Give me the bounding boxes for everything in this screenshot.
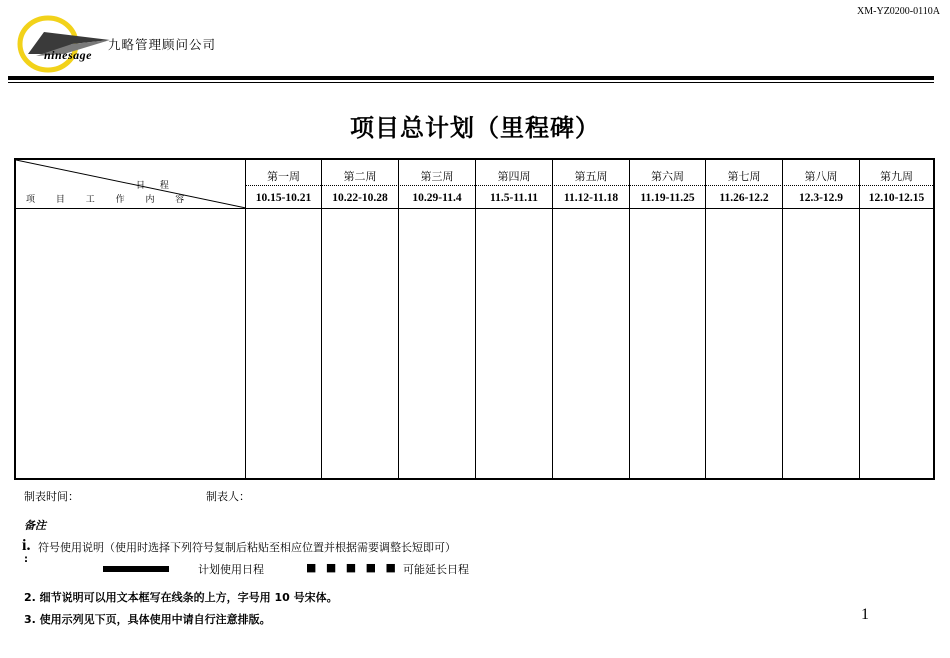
note-1-colon: :	[24, 554, 28, 565]
column-divider	[552, 160, 553, 478]
corner-content-label: 项 目 工 作 内 容	[26, 195, 194, 205]
note-2-text: 2. 细节说明可以用文本框写在线条的上方，字号用 10 号宋体。	[24, 591, 338, 604]
week-5-dates: 11.12-11.18	[563, 192, 619, 204]
remarks-title: 备注	[24, 519, 46, 532]
week-9-dates: 12.10-12.15	[868, 192, 925, 204]
note-1-number: i.	[22, 537, 31, 554]
week-6-dates: 11.19-11.25	[640, 192, 695, 204]
legend-extend-label: 可能延长日程	[403, 563, 469, 576]
note-3-text: 3. 使用示列见下页，具体使用中请自行注意排版。	[24, 613, 271, 626]
week-2-dates: 10.22-10.28	[332, 192, 388, 204]
week-7-dates: 11.26-12.2	[719, 192, 769, 204]
header-rule	[8, 76, 934, 80]
column-divider	[859, 160, 860, 478]
week-3-label: 第三周	[420, 170, 454, 183]
corner-schedule-label: 日 程	[136, 181, 175, 191]
schedule-table	[14, 158, 935, 480]
week-5-label: 第五周	[574, 170, 608, 183]
column-divider	[475, 160, 476, 478]
week-1-label: 第一周	[267, 170, 300, 183]
company-name: 九略管理顾问公司	[108, 37, 217, 52]
table-time-label: 制表时间：	[24, 490, 79, 503]
week-4-dates: 11.5-11.11	[490, 192, 538, 204]
column-divider	[705, 160, 706, 478]
column-divider	[321, 160, 322, 478]
page-number: 1	[861, 606, 869, 623]
header-rule-thin	[8, 82, 934, 83]
note-1-text: 符号使用说明（使用时选择下列符号复制后粘贴至相应位置并根据需要调整长短即可）	[38, 541, 456, 554]
column-divider	[782, 160, 783, 478]
legend-dotted-bar: ■ ■ ■ ■ ■	[306, 561, 399, 574]
header-dotted-divider	[246, 185, 933, 186]
page-title: 项目总计划（里程碑）	[350, 114, 600, 142]
week-1-dates: 10.15-10.21	[255, 192, 312, 204]
legend-solid-bar	[103, 566, 169, 572]
week-2-label: 第二周	[343, 170, 377, 183]
week-3-dates: 10.29-11.4	[412, 192, 462, 204]
column-divider	[629, 160, 630, 478]
week-8-dates: 12.3-12.9	[798, 192, 844, 204]
week-4-label: 第四周	[497, 170, 531, 183]
column-divider	[245, 160, 246, 478]
legend-plan-label: 计划使用日程	[198, 563, 264, 576]
week-7-label: 第七周	[727, 170, 761, 183]
document-code: XM-YZ0200-0110A	[857, 6, 940, 17]
week-8-label: 第八周	[804, 170, 838, 183]
week-9-label: 第九周	[880, 170, 913, 183]
table-maker-label: 制表人：	[206, 490, 250, 503]
logo-wordmark: ninesage	[44, 48, 93, 62]
column-divider	[398, 160, 399, 478]
week-6-label: 第六周	[651, 170, 684, 183]
